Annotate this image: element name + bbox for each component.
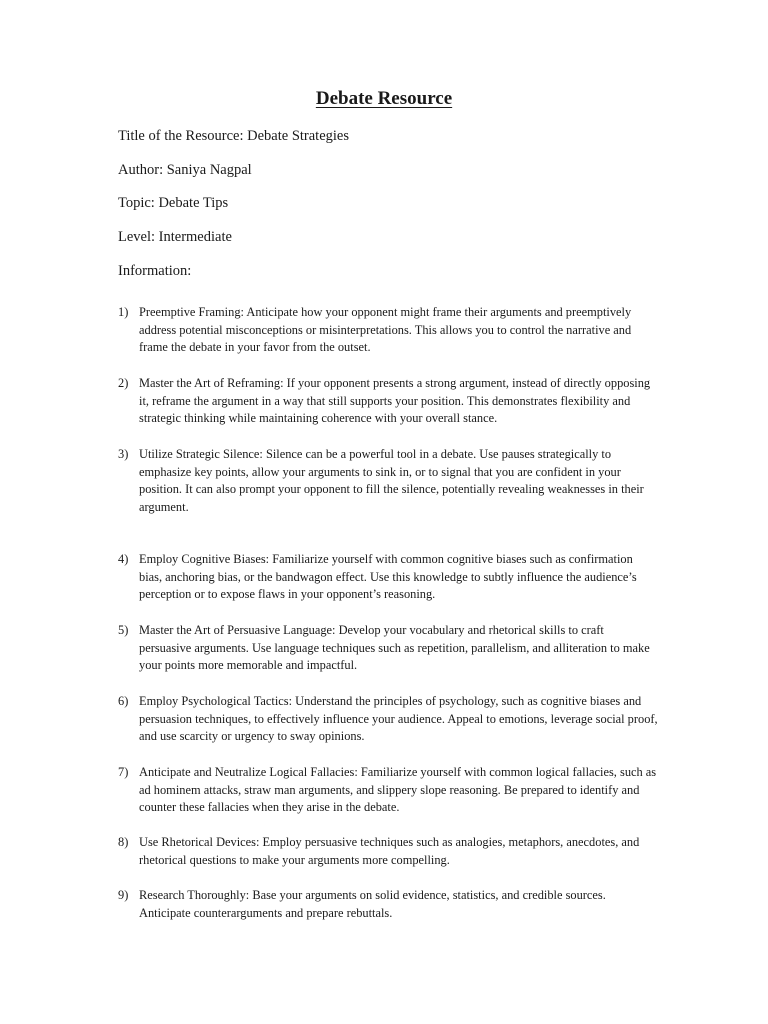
list-item bbox=[118, 622, 658, 675]
list-item-text: Anticipate and Neutralize Logical Fallacies: Familiarize yourself with common logical fallacies, such as ad hominem attacks, straw man arguments, and slippery slope reasoning. Be prepared to identify and counter these fallacies when they arise in the debate. bbox=[139, 765, 657, 815]
list-item-number: 2) bbox=[118, 376, 129, 390]
list-item-number: 6) bbox=[118, 694, 129, 708]
topic-line: Topic: Debate Tips bbox=[118, 195, 229, 211]
list-item-number: 3) bbox=[118, 447, 129, 461]
list-item bbox=[118, 375, 658, 428]
list-item-text: Employ Cognitive Biases: Familiarize yourself with common cognitive biases such as confirmation bias, anchoring bias, or the bandwagon effect. Use this knowledge to subtly influence the audience’s perception or to expose flaws in your opponent’s reasoning. bbox=[139, 552, 637, 602]
list-item-text: Master the Art of Reframing: If your opponent presents a strong argument, instead of directly opposing it, reframe the argument in a way that still supports your position. This demonstrates flexibility and strategic thinking while maintaining coherence with your overall stance. bbox=[139, 376, 651, 426]
list-item-number: 8) bbox=[118, 835, 129, 849]
list-item-number: 4) bbox=[118, 552, 129, 566]
resource-title-line: Title of the Resource: Debate Strategies bbox=[118, 128, 350, 144]
list-item bbox=[118, 693, 658, 746]
list-item-text: Master the Art of Persuasive Language: Develop your vocabulary and rhetorical skills to craft persuasive arguments. Use language techniques such as repetition, parallelism, and alliteration to make your points more memorable and impactful. bbox=[139, 623, 650, 673]
list-item bbox=[118, 446, 658, 517]
list-item bbox=[118, 764, 658, 817]
list-item-text: Employ Psychological Tactics: Understand the principles of psychology, such as cognitive biases and persuasion techniques, to effectively influence your audience. Appeal to emotions, leverage social proof, and use scarcity or urgency to sway opinions. bbox=[139, 694, 658, 744]
list-item-text: Use Rhetorical Devices: Employ persuasive techniques such as analogies, metaphors, anecdotes, and rhetorical questions to make your arguments more compelling. bbox=[139, 835, 640, 867]
list-item-number: 5) bbox=[118, 623, 129, 637]
list-item-text: Preemptive Framing: Anticipate how your opponent might frame their arguments and preemptively address potential misconceptions or misinterpretations. This allows you to control the narrative and frame the debate in your favor from the outset. bbox=[139, 305, 632, 355]
list-item-text: Research Thoroughly: Base your arguments on solid evidence, statistics, and credible sources. Anticipate counterarguments and prepare rebuttals. bbox=[139, 888, 606, 920]
author-line: Author: Saniya Nagpal bbox=[118, 162, 252, 178]
list-item bbox=[118, 304, 658, 357]
list-item bbox=[118, 887, 658, 922]
list-item-number: 9) bbox=[118, 888, 129, 902]
list-item bbox=[118, 551, 658, 604]
list-item-number: 1) bbox=[118, 305, 129, 319]
list-item bbox=[118, 834, 658, 869]
list-item-text: Utilize Strategic Silence: Silence can be a powerful tool in a debate. Use pauses strategically to emphasize key points, allow your arguments to sink in, or to signal that you are confident in your position. It can also prompt your opponent to fill the silence, potentially revealing weaknesses in their argument. bbox=[139, 447, 644, 515]
list-item-number: 7) bbox=[118, 765, 129, 779]
document-title: Debate Resource bbox=[315, 88, 453, 109]
information-heading: Information: bbox=[118, 263, 192, 279]
level-line: Level: Intermediate bbox=[118, 229, 232, 245]
